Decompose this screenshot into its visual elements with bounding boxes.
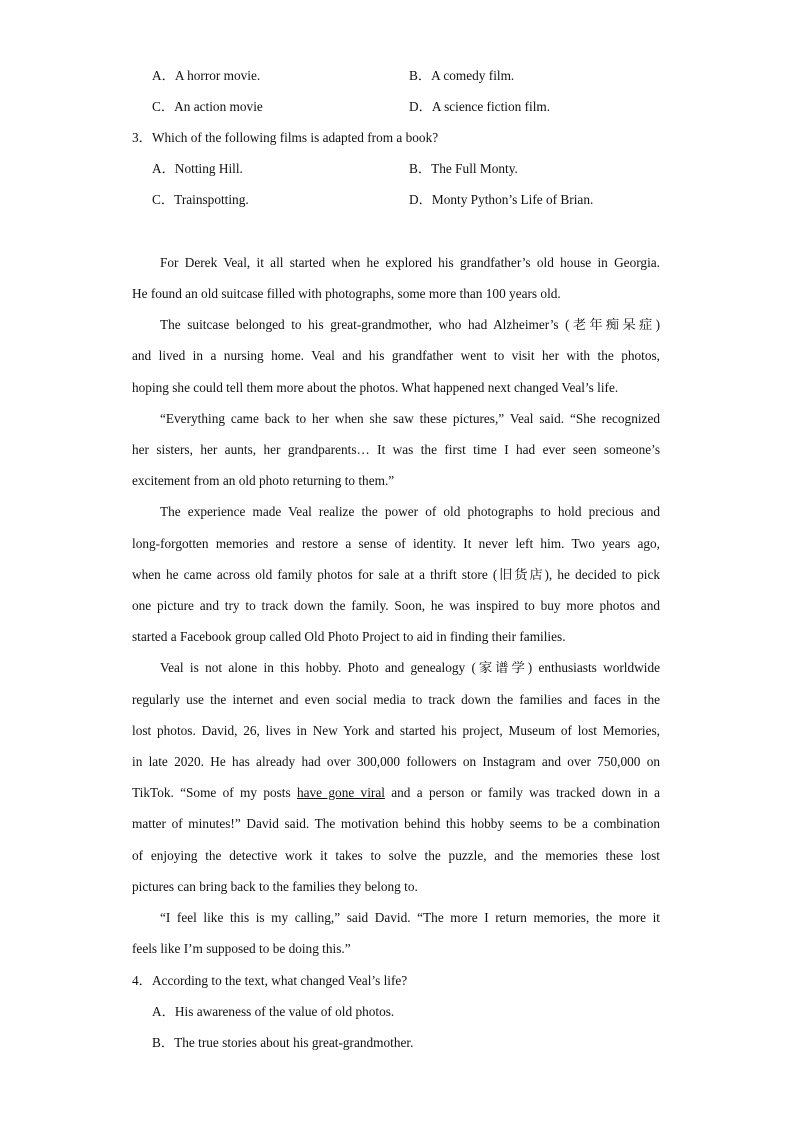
q3-option-b: B．The Full Monty. [409,161,518,176]
passage-line: “I feel like this is my calling,” said David. “The more I return memories, the more it [160,910,660,925]
underlined-phrase: have gone viral [296,785,385,800]
passage-text: and a person or family was tracked down in a [384,785,661,800]
q3-option-d: D．Monty Python’s Life of Brian. [409,192,594,207]
passage-line: The suitcase belonged to his great-grandmother, who had Alzheimer’s (老年痴呆症) [160,317,660,332]
passage-line: started a Facebook group called Old Photo Project to aid in finding their families. [132,629,566,644]
q4-stem: 4．According to the text, what changed Veal’s life? [132,973,408,988]
passage-line: of enjoying the detective work it takes to solve the puzzle, and the memories these lost [132,848,660,863]
passage-line [132,785,660,801]
q3-stem: 3．Which of the following films is adapted from a book? [132,130,439,145]
passage-line: pictures can bring back to the families they belong to. [132,879,418,894]
q2-option-d: D．A science fiction film. [409,99,551,114]
passage-text: TikTok. “Some of my posts [132,785,297,800]
passage-line: when he came across old family photos for sale at a thrift store (旧货店), he decided to pick [132,567,660,582]
q4-option-a: A．His awareness of the value of old photos. [152,1004,395,1019]
passage-line: and lived in a nursing home. Veal and his grandfather went to visit her with the photos, [132,348,660,363]
passage-line: “Everything came back to her when she saw these pictures,” Veal said. “She recognized [160,411,660,426]
passage-line: in late 2020. He has already had over 300,000 followers on Instagram and over 750,000 on [132,754,660,769]
q2-option-b: B．A comedy film. [409,68,515,83]
q4-option-b: B．The true stories about his great-grandmother. [152,1035,414,1050]
passage-line: one picture and try to track down the family. Soon, he was inspired to buy more photos and [132,598,660,613]
passage-line: long-forgotten memories and restore a sense of identity. It never left him. Two years ago, [132,536,660,551]
passage-line: matter of minutes!” David said. The motivation behind this hobby seems to be a combination [132,816,660,831]
passage-line: feels like I’m supposed to be doing this.” [132,941,351,956]
passage-line: her sisters, her aunts, her grandparents… It was the first time I had ever seen someone’s [132,442,660,457]
passage-line: He found an old suitcase filled with photographs, some more than 100 years old. [132,286,561,301]
q2-option-a: A．A horror movie. [152,68,261,83]
q2-option-c: C．An action movie [152,99,263,114]
passage-line: hoping she could tell them more about the photos. What happened next changed Veal’s life. [132,380,619,395]
q3-option-c: C．Trainspotting. [152,192,249,207]
passage-line: The experience made Veal realize the power of old photographs to hold precious and [160,504,660,519]
passage-line: Veal is not alone in this hobby. Photo and genealogy (家谱学) enthusiasts worldwide [160,660,660,675]
passage-line: lost photos. David, 26, lives in New York and started his project, Museum of lost Memories, [132,723,660,738]
passage-line: For Derek Veal, it all started when he explored his grandfather’s old house in Georgia. [160,255,660,270]
passage-line: regularly use the internet and even social media to track down the families and faces in the [132,692,660,707]
passage-line: excitement from an old photo returning to them.” [132,473,395,488]
q3-option-a: A．Notting Hill. [152,161,243,176]
